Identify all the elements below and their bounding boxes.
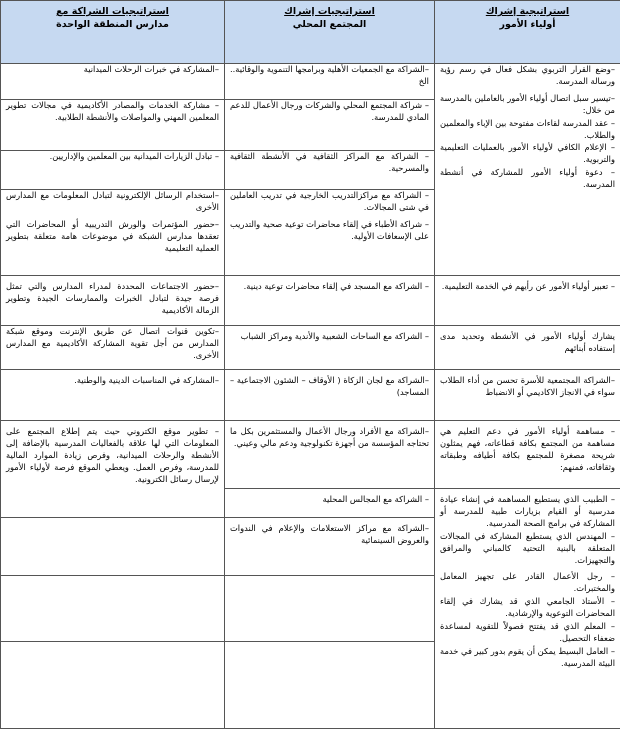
community-cell: –الشراكة مع لجان الزكاة ( الأوقاف – الشئون الاجتماعية – المساجد) (225, 370, 435, 421)
empty-cell (1, 642, 225, 729)
schools-cell: –المشاركة في المناسبات الدينية والوطنية. (1, 370, 225, 421)
community-cell: – الشراكة مع الساحات الشعبية والأندية ومراكز الشباب (225, 326, 435, 370)
parents-cell: –وضع القرار التربوي بشكل فعال في رسم رؤية ورسالة المدرسة. –تيسير سبل اتصال أولياء الأمور بالعاملين بالمدرسة من خلال: – عقد المدرسة لقاءات مفتوحة بين الإباء والمعلمين والطلاب. – الإعلام الكافي لأولياء الأمور بالعمليات التعليمية والتربوية. – دعوة أولياء الأمور للمشاركة في أنشطة المدرسة. (435, 64, 620, 276)
community-cell: – الشراكة مع المراكز الثقافية في الأنشطة الثقافية والمسرحية. (225, 151, 435, 190)
parents-cell: – مساهمة أولياء الأمور في دعم التعليم هي مساهمة من المجتمع بكافة قطاعاته، فهم يمثلون شريحة مصغرة للمجتمع بكافة أطيافه وطبقاته وثقافاته، فمنهم: (435, 421, 620, 489)
community-cell: –الشراكة مع الجمعيات الأهلية وبرامجها التنموية والوقائية.. الخ (225, 64, 435, 100)
empty-cell (225, 642, 435, 729)
table-row (1, 64, 620, 100)
community-cell: – شراكة المجتمع المحلي والشركات ورجال الأعمال للدعم المادي للمدرسة. (225, 100, 435, 151)
empty-cell (225, 576, 435, 642)
table-row (1, 421, 620, 489)
community-cell: – الشراكة مع مراكزالتدريب الخارجية في تدريب العاملين في شتى المجالات. – شراكة الأطباء في إلقاء محاضرات توعية صحية والتدريب على الإسعافات الأولية. (225, 190, 435, 276)
header-schools: استراتيجيات الشراكة مع مدارس المنطقة الواحدة (1, 1, 225, 64)
schools-cell: –تكوين قنوات اتصال عن طريق الإنترنت وموقع شبكة المدارس من أجل تقوية المشاركة الأكاديمية مع المدارس الأخرى. (1, 326, 225, 370)
schools-cell: –استخدام الرسائل الإلكترونية لتبادل المعلومات مع المدارس الأخرى –حضور المؤتمرات والورش التدريبية أو المحاضرات التي تعقدها مدارس الشبكة في موضوعات هامة متعلقة بتطوير العملية التعليمية (1, 190, 225, 276)
table-row (1, 276, 620, 326)
header-community: استراتيجيات إشراك المجتمع المحلي (225, 1, 435, 64)
table-row (1, 370, 620, 421)
community-cell: – الشراكة مع المسجد في إلقاء محاضرات توعية دينية. (225, 276, 435, 326)
parents-cell: يشارك أولياء الأمور في الأنشطة وتحديد مدى إستفاده أبنائهم (435, 326, 620, 370)
community-cell: – الشراكة مع المجالس المحلية (225, 489, 435, 518)
empty-cell (1, 576, 225, 642)
parents-cell: – تعبير أولياء الأمور عن رأيهم في الخدمة التعليمية. (435, 276, 620, 326)
schools-cell: –المشاركة في خبرات الرحلات الميدانية (1, 64, 225, 100)
schools-cell: – تطوير موقع الكتروني حيث يتم إطلاع المجتمع على المعلومات التي لها علاقة بالفعاليات المدرسية بالإضافة إلى الأنشطة والرحلات الميدانية، وفرص زيادة الموارد المالية للمدرسة، وفرص العمل. ويعطي الموقع فرصة لأولياء الأمور لإرسال رسائل الكترونية. (1, 421, 225, 518)
schools-cell: –حضور الاجتماعات المحددة لمدراء المدارس والتي تمثل فرصة جيدة لتبادل الخبرات والممارسات الجيدة وتطوير الزمالة الأكاديمية (1, 276, 225, 326)
community-cell: –الشراكة مع الأفراد ورجال الأعمال والمستثمرين بكل ما تحتاجه المؤسسة من أجهزة تكنولوجية ودعم مالي وعيني. (225, 421, 435, 489)
table-header-row (1, 1, 620, 64)
parents-cell: –الشراكة المجتمعية للأسرة تحسن من أداء الطلاب سواء في الانجاز الاكاديمي أو الانضباط (435, 370, 620, 421)
table-row (1, 326, 620, 370)
header-parents: استراتيجية إشراك أولياء الأمور (435, 1, 620, 64)
empty-cell (1, 518, 225, 576)
community-cell: –الشراكة مع مراكز الاستعلامات والإعلام في الندوات والعروض السينمائية (225, 518, 435, 576)
schools-cell: – تبادل الزيارات الميدانية بين المعلمين والإداريين. (1, 151, 225, 190)
schools-cell: – مشاركة الخدمات والمصادر الأكاديمية في مجالات تطوير المعلمين المهني والمواصلات والأنشطة الطلابية. (1, 100, 225, 151)
parents-cell: – الطبيب الذي يستطيع المساهمة في إنشاء عيادة مدرسية أو القيام بزيارات طبية للمدرسة أو المشاركة في برامج الصحة المدرسية. – المهندس الذي يستطيع المشاركة في المجالات المتعلقة بالبنية التحتية كالمباني والمرافق والتجهيزات. – رجل الأعمال القادر على تجهيز المعامل والمختبرات. – الأستاذ الجامعي الذي قد يشارك في إلقاء المحاضرات التوعوية والإرشادية. – المعلم الذي قد يفتتح فصولاً للتقوية لمساعدة ضعفاء التحصيل. – العامل البسيط يمكن أن يقوم بدور كبير في خدمة البيئة المدرسية. (435, 489, 620, 729)
